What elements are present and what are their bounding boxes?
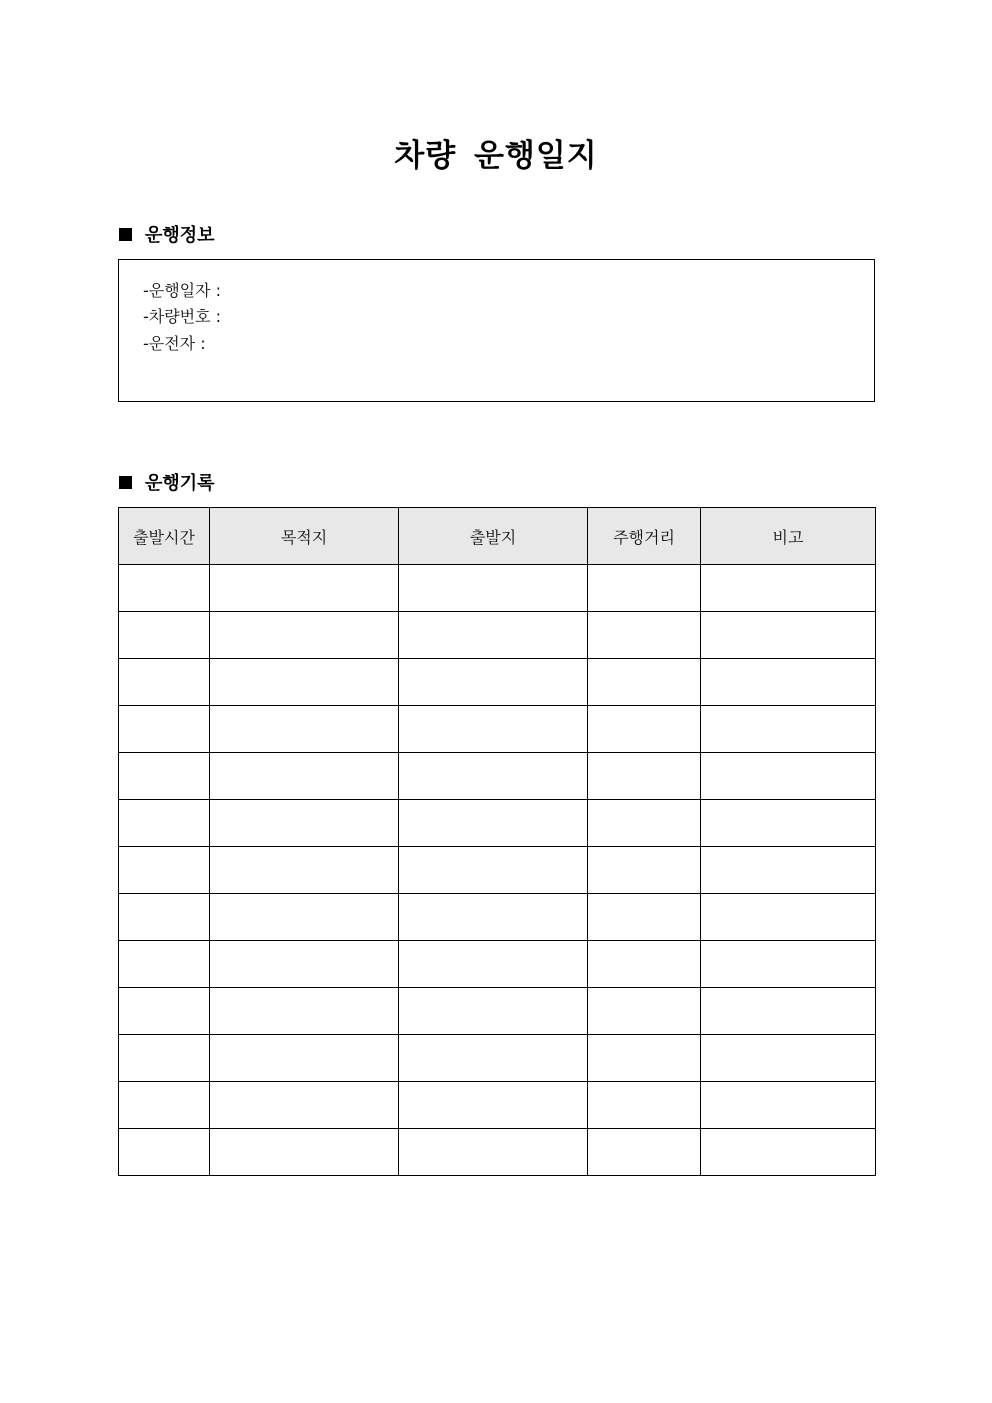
distance-cell[interactable] <box>588 941 701 988</box>
origin-cell[interactable] <box>399 1129 588 1176</box>
remarks-cell[interactable] <box>701 706 876 753</box>
origin-cell[interactable] <box>399 847 588 894</box>
table-row <box>119 753 876 800</box>
departure-time-cell[interactable] <box>119 1082 210 1129</box>
destination-cell[interactable] <box>210 988 399 1035</box>
departure-time-cell[interactable] <box>119 988 210 1035</box>
origin-cell[interactable] <box>399 1035 588 1082</box>
remarks-cell[interactable] <box>701 800 876 847</box>
origin-cell[interactable] <box>399 753 588 800</box>
distance-cell[interactable] <box>588 612 701 659</box>
distance-cell[interactable] <box>588 659 701 706</box>
departure-time-cell[interactable] <box>119 894 210 941</box>
departure-time-cell[interactable] <box>119 941 210 988</box>
info-line-date: -운행일자 : <box>143 281 222 300</box>
table-row <box>119 941 876 988</box>
destination-cell[interactable] <box>210 894 399 941</box>
table-row <box>119 1035 876 1082</box>
column-header-departure-time: 출발시간 <box>119 508 210 565</box>
departure-time-cell[interactable] <box>119 659 210 706</box>
remarks-cell[interactable] <box>701 1129 876 1176</box>
distance-cell[interactable] <box>588 847 701 894</box>
destination-cell[interactable] <box>210 1129 399 1176</box>
table-row <box>119 565 876 612</box>
remarks-cell[interactable] <box>701 1035 876 1082</box>
column-header-remarks: 비고 <box>701 508 876 565</box>
destination-cell[interactable] <box>210 1082 399 1129</box>
destination-cell[interactable] <box>210 941 399 988</box>
departure-time-cell[interactable] <box>119 1035 210 1082</box>
distance-cell[interactable] <box>588 1129 701 1176</box>
column-header-destination: 목적지 <box>210 508 399 565</box>
table-row <box>119 659 876 706</box>
destination-cell[interactable] <box>210 659 399 706</box>
distance-cell[interactable] <box>588 1035 701 1082</box>
table-row <box>119 1129 876 1176</box>
remarks-cell[interactable] <box>701 941 876 988</box>
origin-cell[interactable] <box>399 988 588 1035</box>
section-heading-info <box>119 222 215 246</box>
remarks-cell[interactable] <box>701 659 876 706</box>
destination-cell[interactable] <box>210 565 399 612</box>
departure-time-cell[interactable] <box>119 800 210 847</box>
departure-time-cell[interactable] <box>119 1129 210 1176</box>
origin-cell[interactable] <box>399 800 588 847</box>
table-row <box>119 800 876 847</box>
record-table-body <box>119 565 876 1176</box>
destination-cell[interactable] <box>210 847 399 894</box>
destination-cell[interactable] <box>210 1035 399 1082</box>
info-line-vehicle-number: -차량번호 : <box>143 307 222 326</box>
remarks-cell[interactable] <box>701 1082 876 1129</box>
table-row <box>119 612 876 659</box>
remarks-cell[interactable] <box>701 753 876 800</box>
remarks-cell[interactable] <box>701 988 876 1035</box>
table-header-row <box>119 508 876 565</box>
square-bullet-icon <box>119 228 132 241</box>
table-row <box>119 706 876 753</box>
departure-time-cell[interactable] <box>119 753 210 800</box>
square-bullet-icon <box>119 476 132 489</box>
departure-time-cell[interactable] <box>119 847 210 894</box>
remarks-cell[interactable] <box>701 612 876 659</box>
destination-cell[interactable] <box>210 800 399 847</box>
column-header-origin: 출발지 <box>399 508 588 565</box>
section-heading-records <box>119 470 215 494</box>
destination-cell[interactable] <box>210 706 399 753</box>
origin-cell[interactable] <box>399 941 588 988</box>
origin-cell[interactable] <box>399 565 588 612</box>
section-heading-label: 운행정보 <box>145 225 215 246</box>
distance-cell[interactable] <box>588 1082 701 1129</box>
remarks-cell[interactable] <box>701 565 876 612</box>
departure-time-cell[interactable] <box>119 565 210 612</box>
distance-cell[interactable] <box>588 565 701 612</box>
info-line-driver: -운전자 : <box>143 334 206 353</box>
distance-cell[interactable] <box>588 988 701 1035</box>
distance-cell[interactable] <box>588 894 701 941</box>
departure-time-cell[interactable] <box>119 706 210 753</box>
table-row <box>119 847 876 894</box>
table-row <box>119 988 876 1035</box>
table-row <box>119 894 876 941</box>
section-heading-label: 운행기록 <box>145 473 215 494</box>
info-box <box>118 259 875 402</box>
table-row <box>119 1082 876 1129</box>
destination-cell[interactable] <box>210 753 399 800</box>
departure-time-cell[interactable] <box>119 612 210 659</box>
origin-cell[interactable] <box>399 1082 588 1129</box>
origin-cell[interactable] <box>399 894 588 941</box>
origin-cell[interactable] <box>399 612 588 659</box>
remarks-cell[interactable] <box>701 894 876 941</box>
distance-cell[interactable] <box>588 753 701 800</box>
column-header-distance: 주행거리 <box>588 508 701 565</box>
remarks-cell[interactable] <box>701 847 876 894</box>
origin-cell[interactable] <box>399 706 588 753</box>
distance-cell[interactable] <box>588 800 701 847</box>
origin-cell[interactable] <box>399 659 588 706</box>
record-table <box>118 507 876 1176</box>
distance-cell[interactable] <box>588 706 701 753</box>
destination-cell[interactable] <box>210 612 399 659</box>
page-title: 차량 운행일지 <box>394 138 598 174</box>
